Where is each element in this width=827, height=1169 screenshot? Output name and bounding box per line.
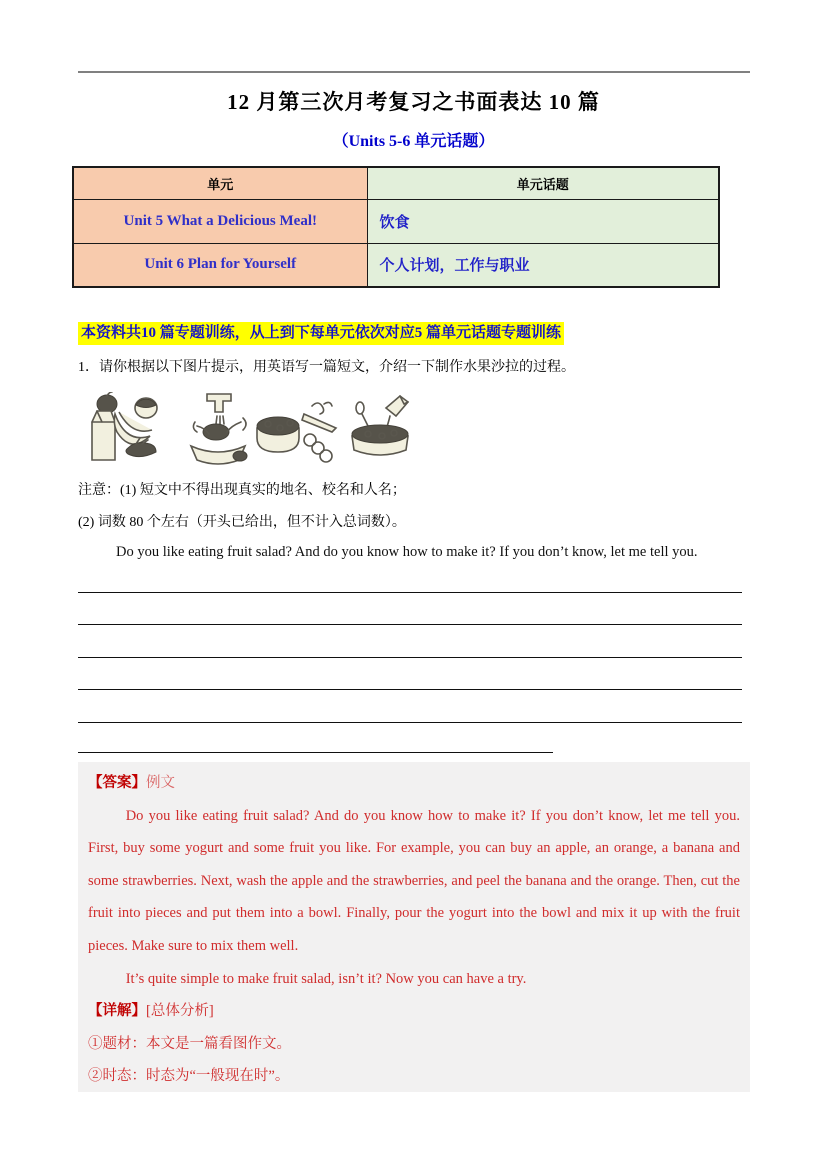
column-header-unit: 单元	[73, 167, 367, 199]
unit-5-cell: Unit 5 What a Delicious Meal!	[73, 199, 367, 243]
notice-line-1: 注意：(1) 短文中不得出现真实的地名、校名和人名；	[78, 483, 406, 498]
exercise-number: 1．	[78, 360, 99, 375]
writing-line	[78, 624, 742, 625]
column-header-topic: 单元话题	[367, 167, 719, 199]
answer-sublabel: 例文	[146, 775, 175, 791]
exercise-prompt-text: 请你根据以下图片提示，用英语写一篇短文，介绍一下制作水果沙拉的过程。	[99, 360, 575, 375]
header-rule	[78, 71, 750, 73]
picture-pour-yogurt-and-mix-icon	[348, 392, 412, 468]
exercise-1-prompt	[78, 356, 750, 376]
answer-label: 【答案】	[88, 775, 146, 791]
table-row	[73, 243, 719, 287]
analysis-point-2: ②时态：时态为“一般现在时”。	[88, 1068, 290, 1085]
picture-wash-the-fruits-icon	[183, 392, 253, 468]
table-header-row	[73, 167, 719, 199]
unit-5-topic-cell: 饮食	[367, 199, 719, 243]
answer-essay-paragraph-1: Do you like eating fruit salad? And do you know how to make it? If you don’t know, let me tell you. First, buy some yogurt and some fruit you like. For example, you can buy an apple, an orange, a banana and some strawberries. Next, wash the apple and the strawberries, and peel the banana and the orange. Then, cut the fruit into pieces and put them into a bowl. Finally, pour the yogurt into the bowl and mix it up with the fruit pieces. Make sure to mix them well.	[88, 807, 740, 954]
answer-essay-paragraph-2: It’s quite simple to make fruit salad, isn’t it? Now you can have a try.	[125, 970, 527, 987]
analysis-sublabel: [总体分析]	[146, 1003, 214, 1020]
opening-sentence: Do you like eating fruit salad? And do you know how to make it? If you don’t know, let me tell you.	[116, 544, 698, 560]
analysis-label: 【详解】	[88, 1003, 146, 1020]
unit-6-cell: Unit 6 Plan for Yourself	[73, 243, 367, 287]
writing-line	[78, 752, 553, 753]
analysis-label-line	[88, 995, 740, 1028]
picture-buy-yogurt-and-fruits-icon	[84, 392, 162, 468]
writing-line	[78, 722, 742, 723]
answer-label-line	[88, 767, 740, 800]
writing-line	[78, 689, 742, 690]
answer-section	[78, 762, 750, 1092]
notice-line-2: (2) 词数 80 个左右（开头已给出，但不计入总词数）。	[78, 515, 406, 530]
table-row	[73, 199, 719, 243]
writing-line	[78, 657, 742, 658]
unit-6-topic-cell: 个人计划，工作与职业	[367, 243, 719, 287]
writing-line	[78, 592, 742, 593]
picture-cut-fruit-into-pieces-icon	[254, 392, 342, 468]
highlighted-notice: 本资料共10 篇专题训练，从上到下每单元依次对应5 篇单元话题专题训练	[78, 322, 564, 345]
page-subtitle: （Units 5-6 单元话题）	[332, 133, 495, 150]
analysis-point-1: ①题材：本文是一篇看图作文。	[88, 1035, 291, 1052]
units-table	[72, 166, 720, 288]
page-title: 12 月第三次月考复习之书面表达 10 篇	[227, 90, 600, 114]
